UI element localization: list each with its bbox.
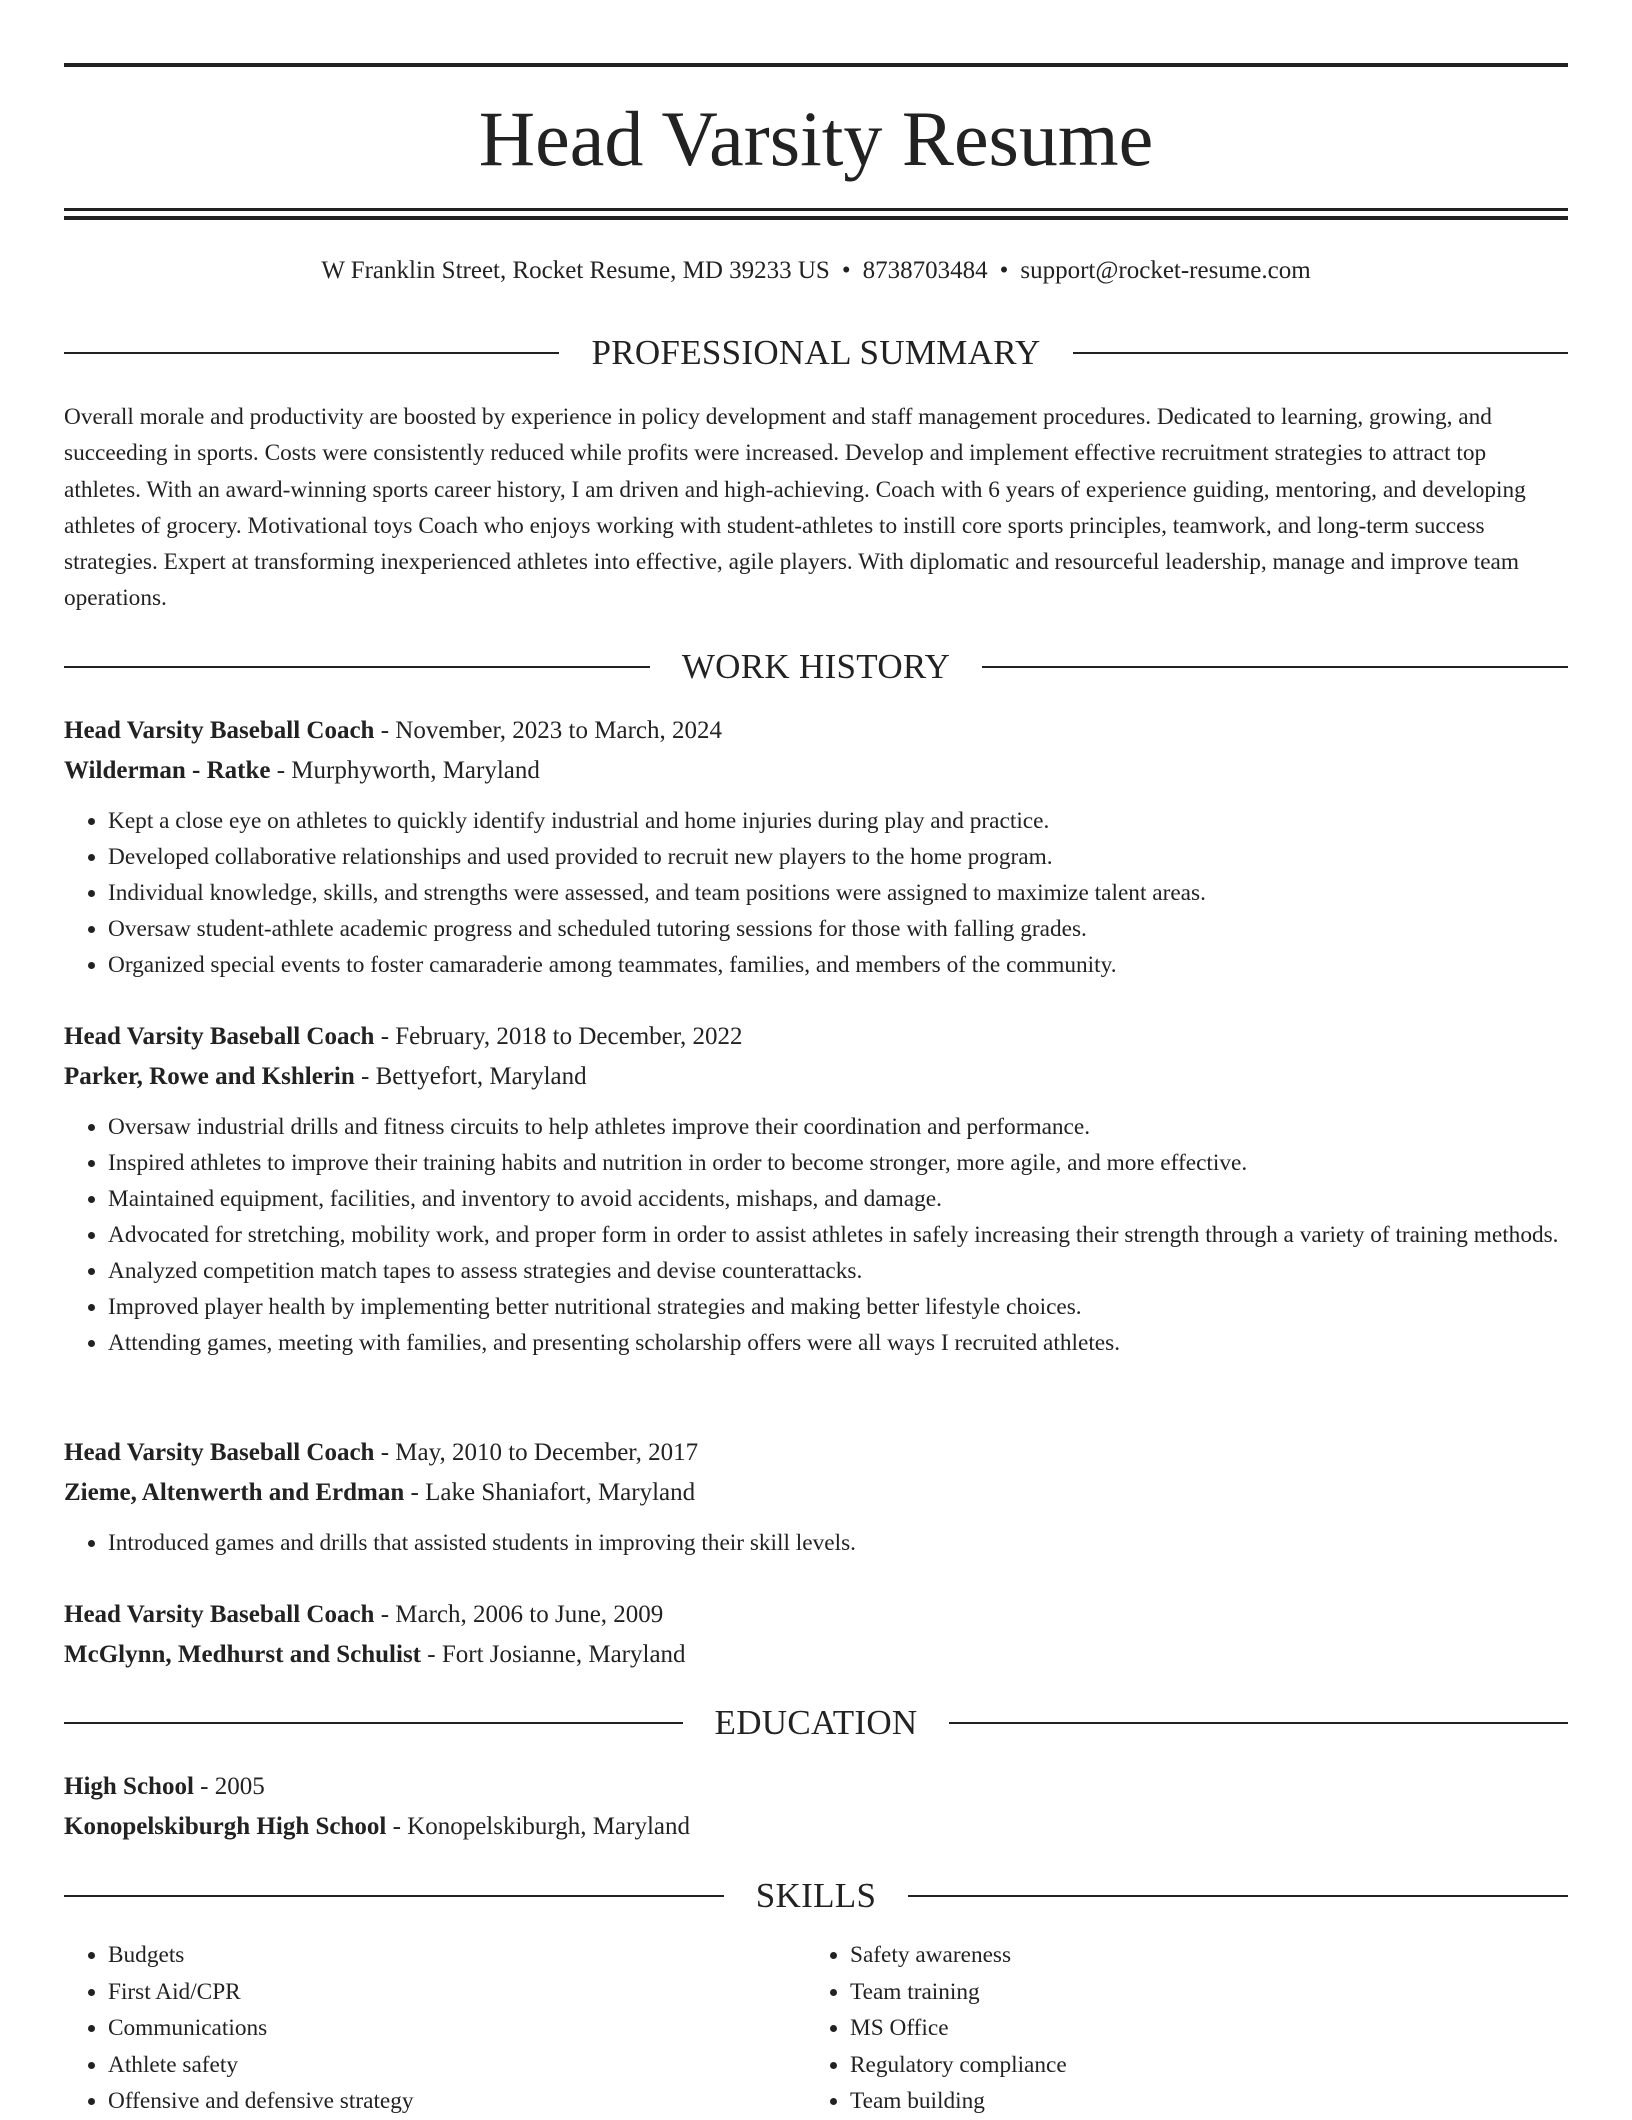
- job-dates: - November, 2023 to March, 2024: [374, 717, 722, 744]
- job-location: - Fort Josianne, Maryland: [421, 1641, 686, 1668]
- education-heading-label: EDUCATION: [714, 1703, 918, 1742]
- work-history-heading-label: WORK HISTORY: [681, 647, 951, 686]
- title-rule-lower: [64, 216, 1568, 220]
- job-entry: [64, 1595, 1568, 1675]
- job-bullet: • Developed collaborative relationships and used provided to recruit new players to the home program.: [108, 839, 1568, 875]
- job-company-line: [64, 751, 1568, 791]
- top-rule: [64, 63, 1568, 67]
- job-dates: - May, 2010 to December, 2017: [374, 1439, 699, 1466]
- skill-item: • Athlete safety: [108, 2047, 806, 2084]
- heading-rule-right: [1073, 352, 1568, 354]
- contact-address: W Franklin Street, Rocket Resume, MD 39233 US: [321, 257, 830, 284]
- skills-list: [64, 1937, 1568, 2120]
- education-degree-line: [64, 1767, 1568, 1807]
- skills-column-left: [64, 1937, 806, 2120]
- heading-rule-right: [982, 666, 1568, 668]
- job-bullet: • Individual knowledge, skills, and strengths were assessed, and team positions were assigned to maximize talent areas.: [108, 875, 1568, 911]
- skill-item: • Regulatory compliance: [850, 2047, 1548, 2084]
- skills-column-right: [806, 1937, 1548, 2120]
- job-bullets: [64, 1525, 1568, 1561]
- job-bullet: • Organized special events to foster camaraderie among teammates, families, and members of the community.: [108, 947, 1568, 983]
- job-bullet: • Advocated for stretching, mobility work, and proper form in order to assist athletes in safely increasing their strength through a variety of training methods.: [108, 1217, 1568, 1253]
- job-title: Head Varsity Baseball Coach: [64, 1601, 375, 1628]
- skill-item: • Team training: [850, 1974, 1548, 2011]
- education-entry: [64, 1767, 1568, 1847]
- resume-title: Head Varsity Resume: [478, 95, 1154, 182]
- education-year: - 2005: [193, 1773, 265, 1800]
- job-title: Head Varsity Baseball Coach: [64, 717, 375, 744]
- heading-rule-right: [949, 1722, 1568, 1724]
- education-school: Konopelskiburgh High School: [64, 1813, 387, 1840]
- job-company-line: [64, 1473, 1568, 1513]
- job-company: McGlynn, Medhurst and Schulist: [64, 1641, 422, 1668]
- job-location: - Murphyworth, Maryland: [270, 757, 540, 784]
- job-entry: [64, 711, 1568, 983]
- job-bullet: • Oversaw industrial drills and fitness circuits to help athletes improve their coordination and performance.: [108, 1109, 1568, 1145]
- education-heading: [64, 1701, 1568, 1745]
- heading-rule-left: [64, 666, 650, 668]
- skills-heading: [64, 1874, 1568, 1918]
- job-bullet: • Attending games, meeting with families, and presenting scholarship offers were all ways I recruited athletes.: [108, 1325, 1568, 1361]
- skills-heading-label: SKILLS: [755, 1876, 877, 1915]
- heading-rule-left: [64, 1895, 724, 1897]
- job-dates: - February, 2018 to December, 2022: [374, 1023, 743, 1050]
- job-title-line: [64, 1017, 1568, 1057]
- summary-heading: [64, 331, 1568, 375]
- contact-line: [64, 254, 1568, 288]
- job-company: Wilderman - Ratke: [64, 757, 271, 784]
- job-title: Head Varsity Baseball Coach: [64, 1023, 375, 1050]
- job-bullet: • Maintained equipment, facilities, and inventory to avoid accidents, mishaps, and damage.: [108, 1181, 1568, 1217]
- job-company-line: [64, 1057, 1568, 1097]
- education-location: - Konopelskiburgh, Maryland: [386, 1813, 690, 1840]
- job-bullets: [64, 803, 1568, 983]
- job-bullet: • Improved player health by implementing better nutritional strategies and making better lifestyle choices.: [108, 1289, 1568, 1325]
- skill-item: • Budgets: [108, 1937, 806, 1974]
- title-rule-upper: [64, 208, 1568, 211]
- job-location: - Bettyefort, Maryland: [354, 1063, 587, 1090]
- job-bullet: • Kept a close eye on athletes to quickly identify industrial and home injuries during play and practice.: [108, 803, 1568, 839]
- contact-separator: •: [841, 257, 851, 284]
- job-entry: [64, 1017, 1568, 1361]
- job-title-line: [64, 1595, 1568, 1635]
- heading-rule-left: [64, 1722, 683, 1724]
- skill-item: • Communications: [108, 2010, 806, 2047]
- summary-heading-label: PROFESSIONAL SUMMARY: [591, 333, 1041, 372]
- job-bullet: • Oversaw student-athlete academic progress and scheduled tutoring sessions for those with falling grades.: [108, 911, 1568, 947]
- job-company-line: [64, 1635, 1568, 1675]
- skill-item: • Safety awareness: [850, 1937, 1548, 1974]
- job-location: - Lake Shaniafort, Maryland: [404, 1479, 696, 1506]
- skill-item: • First Aid/CPR: [108, 1974, 806, 2011]
- job-company: Zieme, Altenwerth and Erdman: [64, 1479, 405, 1506]
- work-history-heading: [64, 645, 1568, 689]
- contact-email: support@rocket-resume.com: [1020, 257, 1311, 284]
- job-bullet: • Analyzed competition match tapes to assess strategies and devise counterattacks.: [108, 1253, 1568, 1289]
- summary-text: Overall morale and productivity are boosted by experience in policy development and staff management procedures. Dedicated to learning, growing, and succeeding in sports. Costs were consistently reduced while profits were increased. Develop and implement effective recruitment strategies to attract top athletes. With an award-winning sports career history, I am driven and high-achieving. Coach with 6 years of experience guiding, mentoring, and developing athletes of grocery. Motivational toys Coach who enjoys working with student-athletes to instill core sports principles, teamwork, and long-term success strategies. Expert at transforming inexperienced athletes into effective, agile players. With diplomatic and resourceful leadership, manage and improve team operations.: [64, 404, 1526, 612]
- job-title: Head Varsity Baseball Coach: [64, 1439, 375, 1466]
- heading-rule-left: [64, 352, 559, 354]
- skill-item: • MS Office: [850, 2010, 1548, 2047]
- job-title-line: [64, 1433, 1568, 1473]
- job-entry: [64, 1433, 1568, 1561]
- job-bullet: • Introduced games and drills that assisted students in improving their skill levels.: [108, 1525, 1568, 1561]
- skill-item: • Offensive and defensive strategy: [108, 2083, 806, 2120]
- education-school-line: [64, 1807, 1568, 1847]
- skill-item: • Team building: [850, 2083, 1548, 2120]
- job-title-line: [64, 711, 1568, 751]
- contact-phone: 8738703484: [862, 257, 988, 284]
- job-bullet: • Inspired athletes to improve their training habits and nutrition in order to become stronger, more agile, and more effective.: [108, 1145, 1568, 1181]
- job-dates: - March, 2006 to June, 2009: [374, 1601, 664, 1628]
- job-bullets: [64, 1109, 1568, 1361]
- heading-rule-right: [908, 1895, 1568, 1897]
- education-degree: High School: [64, 1773, 194, 1800]
- job-company: Parker, Rowe and Kshlerin: [64, 1063, 355, 1090]
- contact-separator: •: [999, 257, 1009, 284]
